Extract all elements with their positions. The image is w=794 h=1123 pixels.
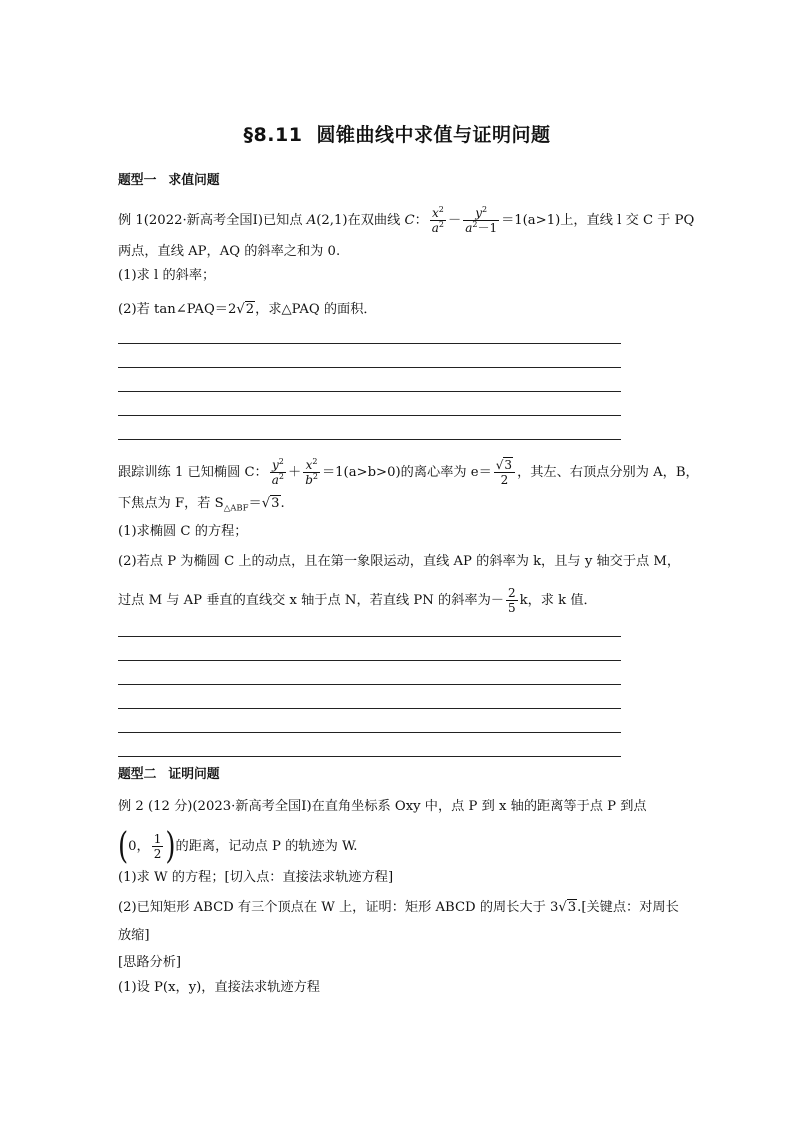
curve-c: C [404, 213, 415, 228]
fraction-y2-a2m1: $\frac{y^2}{a^2-1}$ [465, 205, 498, 235]
answer-line [118, 343, 621, 344]
equals: ＝ [248, 496, 262, 511]
fraction-x2-b2: $\frac{x^2}{b^2}$ [305, 457, 318, 487]
answer-line [118, 660, 621, 661]
example2-line2-rest: 的距离，记动点 P 的轨迹为 W. [175, 839, 358, 854]
answer-line [118, 415, 621, 416]
answer-line [118, 756, 621, 757]
practice1-prefix: 跟踪训练 1 已知椭圆 C： [118, 465, 268, 480]
right-paren: ) [165, 825, 176, 868]
point-a: A [306, 213, 317, 228]
type1-text: 求值问题 [168, 173, 220, 188]
answer-line [118, 439, 621, 440]
sqrt-2: √2 [236, 302, 255, 317]
practice1-q1: (1)求椭圆 C 的方程； [118, 524, 248, 539]
example1-line1 [118, 206, 694, 235]
sqrt-3: √3 [558, 900, 577, 915]
answer-line [118, 391, 621, 392]
area-subscript: △ABF [223, 503, 249, 514]
example2-line2 [118, 825, 358, 868]
plus-sign: ＋ [288, 465, 302, 480]
example2-line1: 例 2 (12 分)(2023·新高考全国Ⅰ)在直角坐标系 Oxy 中，点 P 到 x 轴的距离等于点 P 到点 [118, 799, 647, 814]
type2-heading [118, 765, 220, 785]
answer-line [118, 684, 621, 685]
practice1-line1 [118, 458, 699, 487]
q2-line2-prefix: 过点 M 与 AP 垂直的直线交 x 轴于点 N，若直线 PN 的斜率为－ [118, 593, 504, 608]
type1-label: 题型一 [118, 173, 157, 188]
example1-condition: ＝1(a>1)上，直线 l 交 C 于 PQ [501, 213, 695, 228]
practice1-rest: ，其左、右顶点分别为 A，B， [517, 465, 699, 480]
page-title [0, 120, 794, 147]
example2-q2-line2: 放缩] [118, 928, 150, 943]
answer-line [118, 732, 621, 733]
fraction-y2-a2: $\frac{y^2}{a^2}$ [271, 457, 284, 487]
example1-q1: (1)求 l 的斜率； [118, 268, 216, 283]
answer-line [118, 636, 621, 637]
practice1-condition: ＝1(a>b>0)的离心率为 e＝ [321, 465, 492, 480]
type2-text: 证明问题 [168, 767, 220, 782]
period: . [280, 496, 285, 511]
practice1-q2-line2 [118, 586, 597, 615]
sqrt-3: √3 [261, 496, 280, 511]
practice1-q2-line1: (2)若点 P 为椭圆 C 上的动点，且在第一象限运动，直线 AP 的斜率为 k，且与 y 轴交于点 M， [118, 554, 681, 569]
example2-q1: (1)求 W 的方程；[切入点：直接法求轨迹方程] [118, 870, 394, 885]
fraction-x2-a2: $\frac{x^2}{a^2}$ [431, 205, 444, 235]
answer-line [118, 708, 621, 709]
q2-suffix: .[关键点：对周长 [577, 900, 679, 915]
q2-prefix: (2)若 tan∠PAQ＝2 [118, 302, 237, 317]
fraction-sqrt3-2: $\frac{√3}{2}$ [494, 458, 515, 487]
example1-q2 [118, 300, 377, 320]
minus-sign: － [448, 213, 462, 228]
q2-prefix: (2)已知矩形 ABCD 有三个顶点在 W 上，证明：矩形 ABCD 的周长大于 3 [118, 900, 559, 915]
section-number: §8.11 [243, 124, 303, 146]
fraction-1-2: $\frac{1}{2}$ [153, 832, 162, 861]
title-text: 圆锥曲线中求值与证明问题 [316, 124, 551, 146]
type1-heading [118, 171, 220, 191]
q2-line2-suffix: k，求 k 值． [519, 593, 597, 608]
colon: ： [414, 213, 428, 228]
example2-q2-line1 [118, 898, 679, 918]
example1-line2: 两点，直线 AP，AQ 的斜率之和为 0. [118, 244, 341, 259]
example1-prefix: 例 1(2022·新高考全国Ⅰ)已知点 [118, 213, 307, 228]
q2-suffix: ，求△PAQ 的面积． [255, 302, 377, 317]
left-paren: ( [118, 825, 129, 868]
example2-analysis: [思路分析] [118, 955, 182, 970]
example1-coord: (2,1)在双曲线 [316, 213, 405, 228]
zero-coord: 0， [128, 839, 150, 854]
practice1-line2 [118, 494, 285, 514]
answer-line [118, 367, 621, 368]
example2-a1: (1)设 P(x，y)，直接法求轨迹方程 [118, 980, 320, 995]
line2-prefix: 下焦点为 F，若 S [118, 496, 224, 511]
fraction-2-5: $\frac{2}{5}$ [507, 586, 516, 615]
type2-label: 题型二 [118, 767, 157, 782]
